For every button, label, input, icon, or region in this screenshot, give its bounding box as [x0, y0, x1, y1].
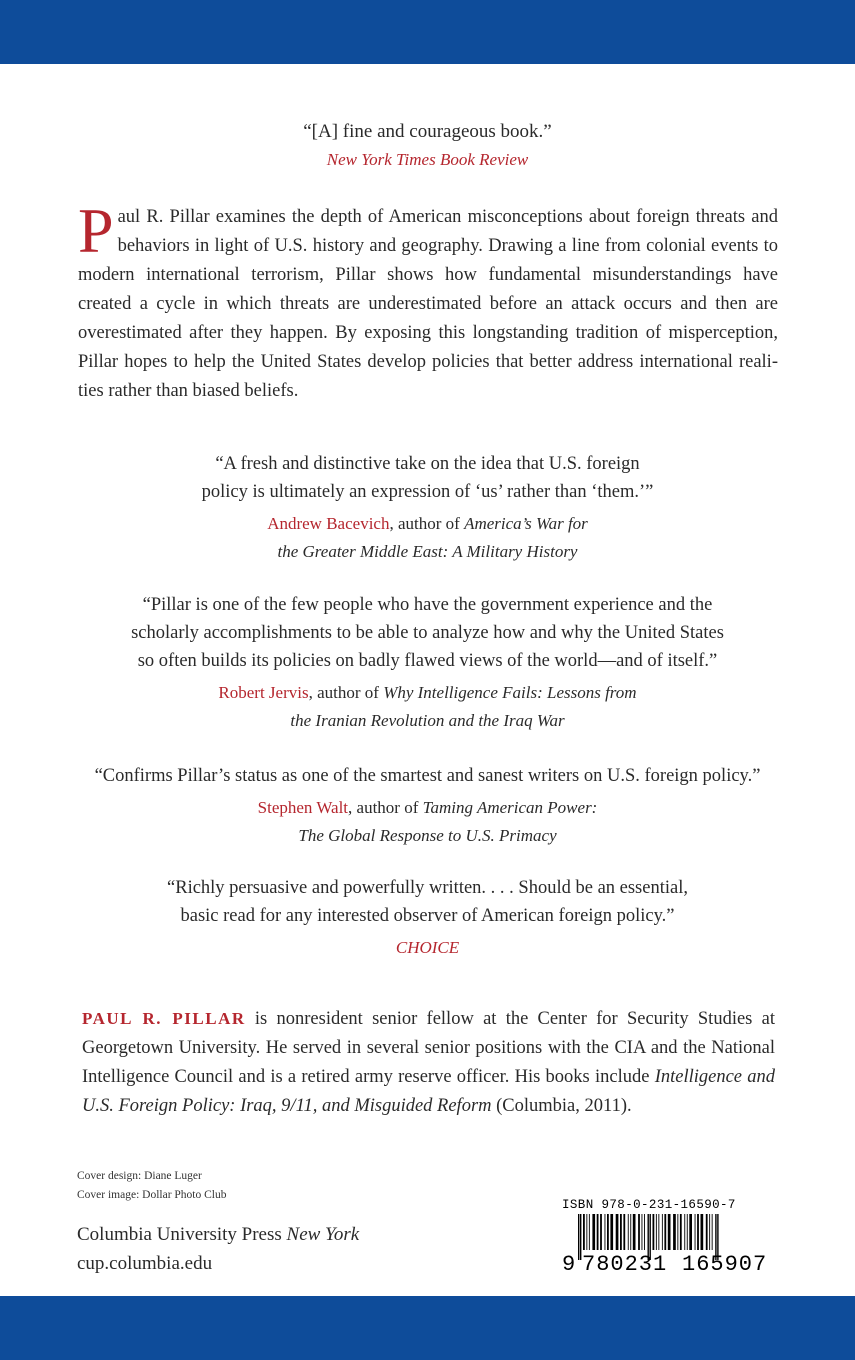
barcode-bar [623, 1214, 625, 1250]
blurb-line: basic read for any interested observer of American foreign policy.” [180, 906, 675, 926]
blurb-book-title: The Global Response to U.S. Primacy [298, 826, 557, 845]
blurb-walt [0, 762, 855, 850]
blurb-author-name: Robert Jervis [218, 683, 309, 702]
blurb-source: CHOICE [395, 938, 460, 957]
barcode-bar [677, 1214, 678, 1250]
publisher-url: cup.columbia.edu [77, 1253, 213, 1274]
barcode-bar [706, 1214, 708, 1250]
barcode-bar [620, 1214, 622, 1250]
barcode-bar [630, 1214, 631, 1250]
barcode-bar [589, 1214, 590, 1250]
publisher-name: Columbia University Press [77, 1224, 282, 1245]
blurb-bacevich [0, 450, 855, 566]
barcode-graphic [562, 1214, 779, 1274]
barcode-bar [592, 1214, 595, 1250]
blurb-book-title: Why Intelligence Fails: Lessons from [383, 683, 637, 702]
barcode-bar [680, 1214, 682, 1250]
barcode-right-digits: 165907 [682, 1252, 768, 1274]
book-description [78, 195, 778, 406]
publisher-city: New York [286, 1224, 360, 1245]
barcode-bar [616, 1214, 619, 1250]
barcode-bar [583, 1214, 585, 1250]
author-of-text: , author of [308, 683, 384, 702]
blurb-line: “Pillar is one of the few people who have the government experience and the [142, 595, 713, 615]
bottom-color-band [0, 1296, 855, 1360]
barcode-bar [605, 1214, 606, 1250]
barcode-bar [695, 1214, 696, 1250]
author-of-text: , author of [348, 798, 423, 817]
barcode-left-digits: 780231 [582, 1252, 668, 1274]
cover-credits [77, 1167, 226, 1205]
barcode-bar [664, 1214, 666, 1250]
barcode-bar [712, 1214, 713, 1250]
author-bio [82, 1004, 775, 1121]
bio-text: is nonresident senior fellow at the Center for Security Studies at Georgetown University. He served in several senior positions with the CIA and the National Intelligence Council and is a retired army reserve officer. His books include [82, 1009, 775, 1087]
barcode-bar [656, 1214, 657, 1250]
blurb-attribution [0, 510, 855, 538]
barcode-bar [597, 1214, 599, 1250]
author-of-text: , author of [389, 514, 465, 533]
barcode-bar [638, 1214, 640, 1250]
description-text: aul R. Pillar examines the depth of American misconceptions about foreign threats and behaviors in light of U.S. history and geography. Drawing a line from colonial events to modern international terrorism, Pillar shows how fundamental misunderstandings have created a cycle in which threats are underestimated before an attack occurs and then are overestimated after they happen. By exposing this longstanding tradition of misperception, Pillar hopes to help the United States develop policies that better address international realities rather than biased beliefs. [78, 207, 778, 401]
barcode-bar [709, 1214, 710, 1250]
blurb-line: “A fresh and distinctive take on the idea that U.S. foreign [215, 454, 640, 474]
barcode-bar [642, 1214, 643, 1250]
publisher-line [77, 1220, 359, 1249]
blurb-author-name: Stephen Walt [257, 798, 349, 817]
isbn-label: ISBN 978-0-231-16590-7 [562, 1198, 736, 1212]
drop-cap: P [78, 195, 114, 266]
barcode-bar [653, 1214, 655, 1250]
blurb-line: policy is ultimately an expression of ‘us’ rather than ‘them.’” [201, 482, 654, 502]
blurb-jervis [0, 591, 855, 735]
blurb-book-title: the Iranian Revolution and the Iraq War [290, 711, 565, 730]
blurb-attribution [0, 794, 855, 822]
barcode-guard-bar [578, 1214, 579, 1260]
blurb-attribution [0, 679, 855, 707]
bio-text: (Columbia, 2011). [491, 1096, 632, 1116]
barcode-bar [673, 1214, 676, 1250]
barcode-bar [607, 1214, 609, 1250]
blurb-book-title: Taming American Power: [422, 798, 598, 817]
blurb-choice [0, 874, 855, 962]
blurb-book-title: America’s War for [464, 514, 588, 533]
cover-image-credit: Cover image: Dollar Photo Club [77, 1189, 227, 1201]
barcode-bar [600, 1214, 602, 1250]
barcode-bar [689, 1214, 692, 1250]
blurb-line: “Richly persuasive and powerfully written. . . . Should be an essential, [167, 878, 688, 898]
blurb-author-name: Andrew Bacevich [267, 514, 390, 533]
barcode-bar [633, 1214, 636, 1250]
barcode-bar [658, 1214, 659, 1250]
blurb-book-title: the Greater Middle East: A Military History [277, 542, 578, 561]
top-color-band [0, 0, 855, 64]
top-quote-source: New York Times Book Review [326, 150, 529, 169]
barcode-bar [644, 1214, 645, 1250]
top-quote-text: “[A] fine and courageous book.” [303, 121, 552, 142]
blurb-line: “Confirms Pillar’s status as one of the smartest and sanest writers on U.S. foreign policy.” [94, 766, 761, 786]
barcode-bar [662, 1214, 663, 1250]
publisher-block [77, 1220, 359, 1278]
blurb-line: scholarly accomplishments to be able to analyze how and why the United States [131, 623, 724, 643]
barcode-bar [687, 1214, 688, 1250]
barcode-bar [697, 1214, 699, 1250]
barcode-bar [628, 1214, 629, 1250]
barcode-bar [701, 1214, 704, 1250]
top-quote [0, 118, 855, 174]
barcode-first-digit: 9 [562, 1252, 576, 1274]
barcode-bar [610, 1214, 613, 1250]
isbn-barcode [562, 1198, 779, 1274]
bio-book-title: Intelligence and U.S. Foreign Policy: Iraq, 9/11, and Misguided Reform [82, 1067, 775, 1116]
blurb-line: so often builds its policies on badly flawed views of the world—and of itself.” [137, 651, 718, 671]
bio-author-name: PAUL R. PILLAR [82, 1009, 246, 1028]
barcode-bar [684, 1214, 685, 1250]
barcode-bar [586, 1214, 587, 1250]
cover-design-credit: Cover design: Diane Luger [77, 1170, 202, 1182]
barcode-bar [668, 1214, 671, 1250]
